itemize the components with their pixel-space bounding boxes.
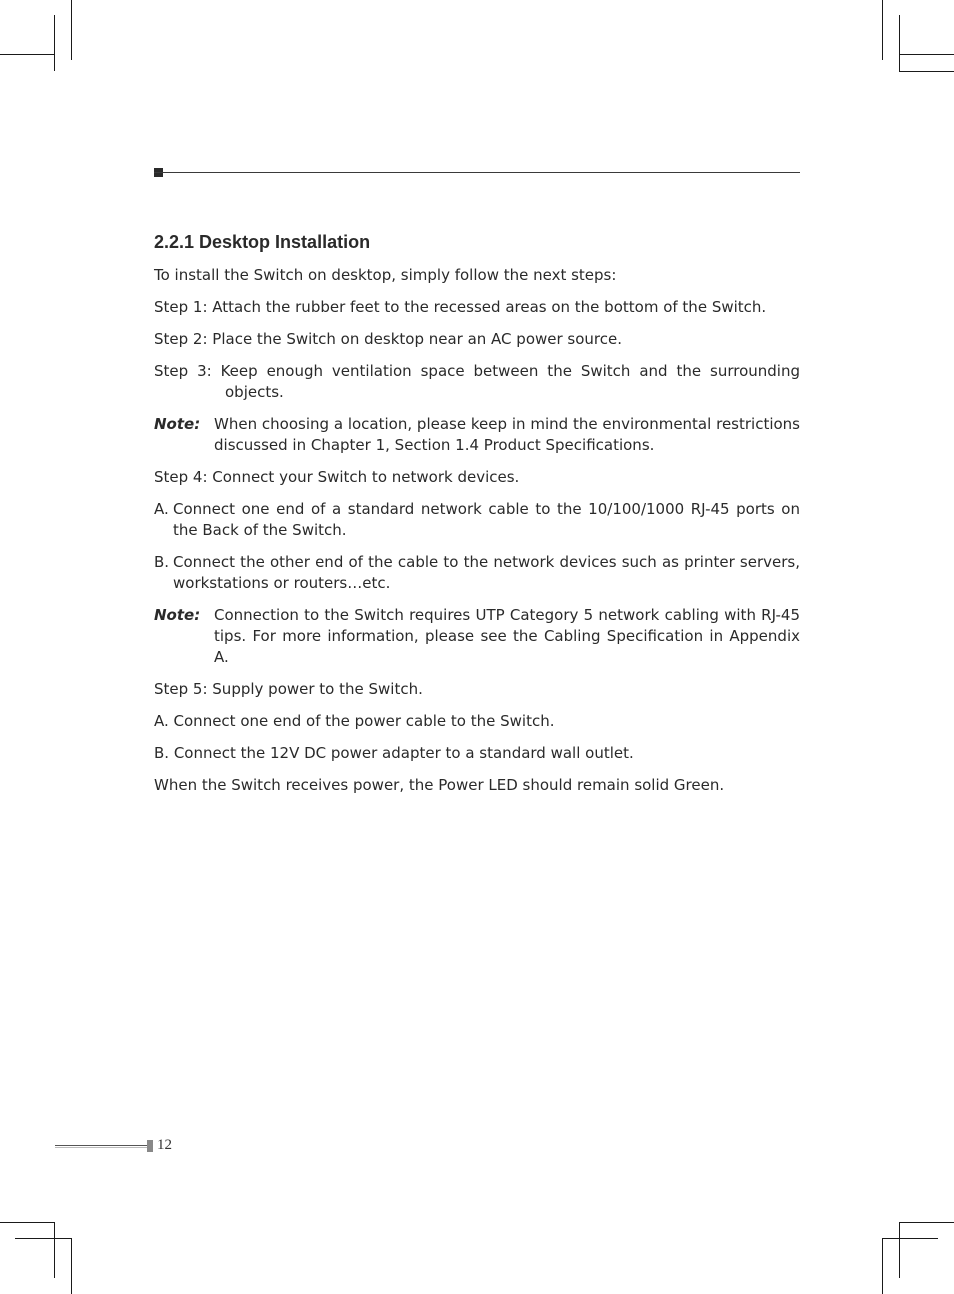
page-number: 12 [157,1137,172,1153]
section-title: 2.2.1 Desktop Installation [154,232,371,252]
step-5-item-a: A. Connect one end of the power cable to the Switch. [154,712,555,730]
note-text: Connection to the Switch requires UTP Category 5 network cabling with RJ-45 tips. For more information, please see the Cabling Specification in Appendix A. [214,606,800,666]
crop-mark [882,1238,883,1294]
list-item-text: Connect one end of a standard network cable to the 10/100/1000 RJ-45 ports on the Back of the Switch. [173,500,800,539]
note-label: Note: [154,606,201,624]
crop-mark [15,54,55,55]
step-5-item-b: B. Connect the 12V DC power adapter to a standard wall outlet. [154,744,634,762]
note-label: Note: [154,415,201,433]
page-content [154,231,800,807]
list-item-label: B. [154,553,170,571]
note-text: When choosing a location, please keep in mind the environmental restrictions discussed in Chapter 1, Section 1.4 Product Specifications. [214,415,800,454]
crop-mark [899,71,954,72]
header-rule [154,172,800,173]
crop-mark [71,1238,72,1294]
crop-mark [899,1222,954,1223]
crop-mark [0,1222,55,1223]
crop-mark [899,15,900,71]
crop-mark [15,1238,71,1239]
step-2: Step 2: Place the Switch on desktop near an AC power source. [154,330,623,348]
footer-rule [55,1147,147,1148]
crop-mark [899,1222,900,1278]
crop-mark [899,54,954,55]
closing-text: When the Switch receives power, the Power LED should remain solid Green. [154,776,725,794]
list-item [154,499,800,541]
footer-square-icon [147,1140,153,1152]
list-item [154,552,800,594]
note-cabling [154,605,800,668]
step-3: Step 3: Keep enough ventilation space between the Switch and the surrounding objects. [154,362,800,401]
step-1: Step 1: Attach the rubber feet to the recessed areas on the bottom of the Switch. [154,298,767,316]
note-environment [154,414,800,456]
crop-mark [54,1222,55,1278]
step-5: Step 5: Supply power to the Switch. [154,680,423,698]
list-item-label: A. [154,500,169,518]
crop-mark [882,1238,938,1239]
footer-rule [55,1145,147,1146]
step-4: Step 4: Connect your Switch to network devices. [154,468,520,486]
crop-mark [882,0,883,60]
list-item-text: Connect the other end of the cable to the network devices such as printer servers, workstations or routers…etc. [173,553,800,592]
crop-mark [54,15,55,71]
crop-mark [71,0,72,60]
intro-text: To install the Switch on desktop, simply follow the next steps: [154,266,617,284]
